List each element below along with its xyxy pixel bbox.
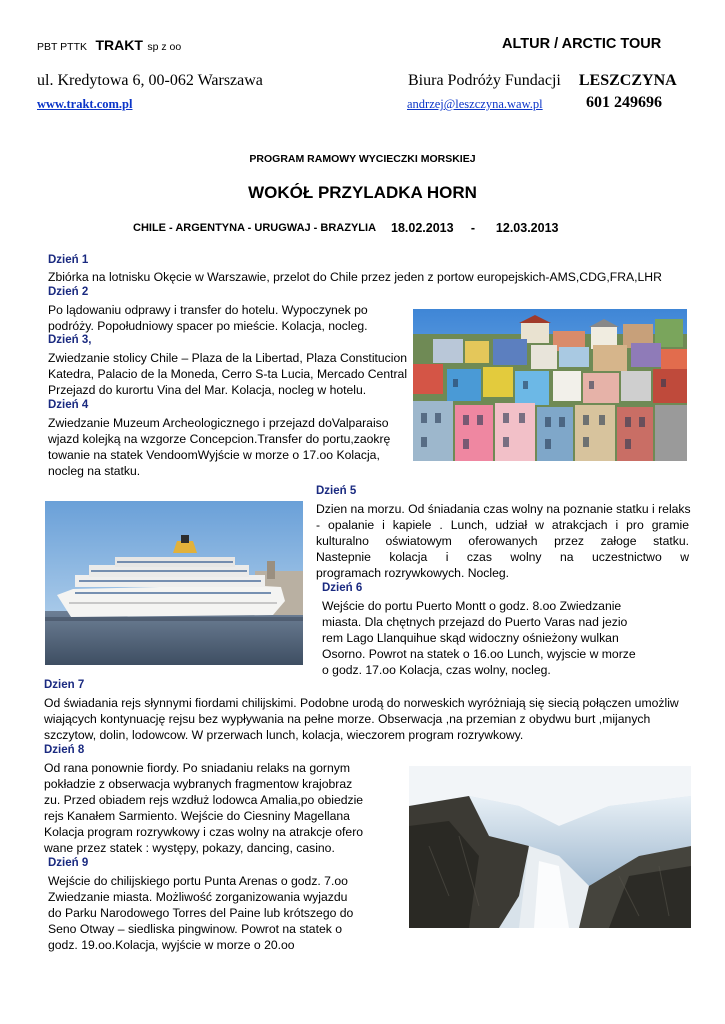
page-title: WOKÓŁ PRZYLADKA HORN: [248, 183, 477, 202]
dates: 18.02.2013 - 12.03.2013: [391, 221, 559, 235]
countries: CHILE - ARGENTYNA - URUGWAJ - BRAZYLIA: [133, 222, 377, 234]
day-4-label: Dzień 4: [48, 399, 89, 411]
day-5-line: kulturalno oświatowym oferowanych przez załoge statku.: [316, 534, 689, 548]
day-8-line: pokładzie z obserwacja wybranych fragmentow krajobraz: [44, 777, 353, 791]
day-7-line: szczytow, dolin, lodowcow. W przerwach lunch, kolacja, wieczorem program rozrywkowy.: [44, 728, 524, 742]
day-8-line: rejs Kanałem Sarmiento. Wejście do Ciesniny Magellana: [44, 809, 350, 823]
website-link[interactable]: www.trakt.com.pl: [37, 97, 133, 111]
org-left-small: PBT PTTK: [37, 41, 87, 53]
day-4-line: nocleg na statku.: [48, 464, 141, 478]
glacier-photo: [409, 766, 691, 928]
day-4-line: Zwiedzanie Muzeum Archeologicznego i przejazd doValparaiso: [48, 416, 389, 430]
day-6-line: rem Lago Llanquihue skąd widoczny ośnieżony wulkan: [322, 631, 619, 645]
day-2-label: Dzień 2: [48, 286, 89, 298]
program-label: PROGRAM RAMOWY WYCIECZKI MORSKIEJ: [249, 153, 476, 165]
day-5-line: - opalanie i kapiele . Lunch, udział w atrakcjach i pro gramie: [316, 518, 689, 532]
day-3-line: Przejazd do kurortu Vina del Mar. Kolacja, nocleg w hotelu.: [48, 383, 367, 397]
day-9-label: Dzień 9: [48, 857, 89, 869]
org-right: ALTUR / ARCTIC TOUR: [502, 36, 662, 52]
day-6-line: miasta. Dla chętnych przejazd do Puerto Varas nad jezio: [322, 615, 628, 629]
day-5-label: Dzień 5: [316, 485, 357, 497]
email-link[interactable]: andrzej@leszczyna.waw.pl: [407, 97, 543, 111]
day-1-line: Zbiórka na lotnisku Okęcie w Warszawie, przelot do Chile przez jeden z portow europejskich-AMS,CDG,FRA,LHR: [48, 270, 662, 284]
agency-label: Biura Podróży Fundacji: [408, 72, 561, 89]
day-6-line: Osorno. Powrot na statek o 16.oo Lunch, wyjscie w morze: [322, 647, 636, 661]
day-3-line: Katedra, Palacio de la Moneda, Cerro S-ta Lucia, Mercado Central: [48, 367, 408, 381]
day-5-line: programach rozrywkowych. Nocleg.: [316, 566, 510, 580]
day-5-line: Dzien na morzu. Od śniadania czas wolny na poznanie statku i relaks: [316, 502, 691, 516]
org-left-brand: TRAKT: [95, 37, 143, 53]
phone: 601 249696: [586, 94, 662, 111]
day-2-line: podróży. Popołudniowy spacer po mieście. Kolacja, nocleg.: [48, 319, 368, 333]
day-4-line: towanie na statek VendoomWyjście w morze o 17.oo Kolacja,: [48, 448, 380, 462]
day-8-line: Kolacja program rozrywkowy i czas wolny na atrakcje ofero: [44, 825, 364, 839]
day-9-line: do Parku Narodowego Torres del Paine lub krótszego do: [48, 906, 354, 920]
org-left: [37, 37, 181, 55]
cruise-ship-photo: [45, 501, 303, 665]
day-3-label: Dzień 3,: [48, 334, 92, 346]
valparaiso-photo: [413, 309, 687, 461]
day-8-line: Od rana ponownie fiordy. Po sniadaniu relaks na gornym: [44, 761, 350, 775]
agency-name: LESZCZYNA: [578, 72, 677, 89]
day-3-line: Zwiedzanie stolicy Chile – Plaza de la Libertad, Plaza Constitucion: [48, 351, 408, 365]
day-9-line: Zwiedzanie miasta. Możliwość zorganizowania wyjazdu: [48, 890, 348, 904]
day-8-label: Dzień 8: [44, 744, 85, 756]
day-9-line: Wejście do chilijskiego portu Punta Arenas o godz. 7.oo: [48, 874, 348, 888]
day-8-line: wane przez statek : występy, pokazy, dancing, casino.: [44, 841, 335, 855]
day-9-line: godz. 19.oo.Kolacja, wyjście w morze o 20.oo: [48, 938, 295, 952]
day-9-line: Seno Otway – siedliska pingwinow. Powrot na statek o: [48, 922, 343, 936]
agency: [408, 72, 677, 90]
day-5-line: Nastepnie kolacja i czas wolny na uczestnictwo w: [316, 550, 689, 564]
day-8-line: zu. Przed obiadem rejs wzdłuż lodowca Amalia,po obiedzie: [44, 793, 364, 807]
day-6-line: Wejście do portu Puerto Montt o godz. 8.oo Zwiedzanie: [322, 599, 622, 613]
day-7-line: wiających kontynuację rejsu bez wypływania na pełne morze. Obserwacja ,na przemian z obydwu burt ,mijanych: [44, 712, 651, 726]
day-6-line: o godz. 17.oo Kolacja, czas wolny, nocleg.: [322, 663, 551, 677]
day-7-label: Dzien 7: [44, 679, 85, 691]
org-left-suffix: sp z oo: [147, 41, 182, 53]
day-4-line: wjazd kolejką na wzgorze Concepcion.Transfer do portu,zaokrę: [48, 432, 391, 446]
day-1-label: Dzień 1: [48, 254, 89, 266]
address: ul. Kredytowa 6, 00-062 Warszawa: [37, 72, 263, 89]
day-2-line: Po lądowaniu odprawy i transfer do hotelu. Wypoczynek po: [48, 303, 368, 317]
day-6-label: Dzień 6: [322, 582, 363, 594]
day-7-line: Od świadania rejs słynnymi fiordami chilijskimi. Podobne urodą do norweskich wyróżniają się siecią połączen umożliw: [44, 696, 679, 710]
